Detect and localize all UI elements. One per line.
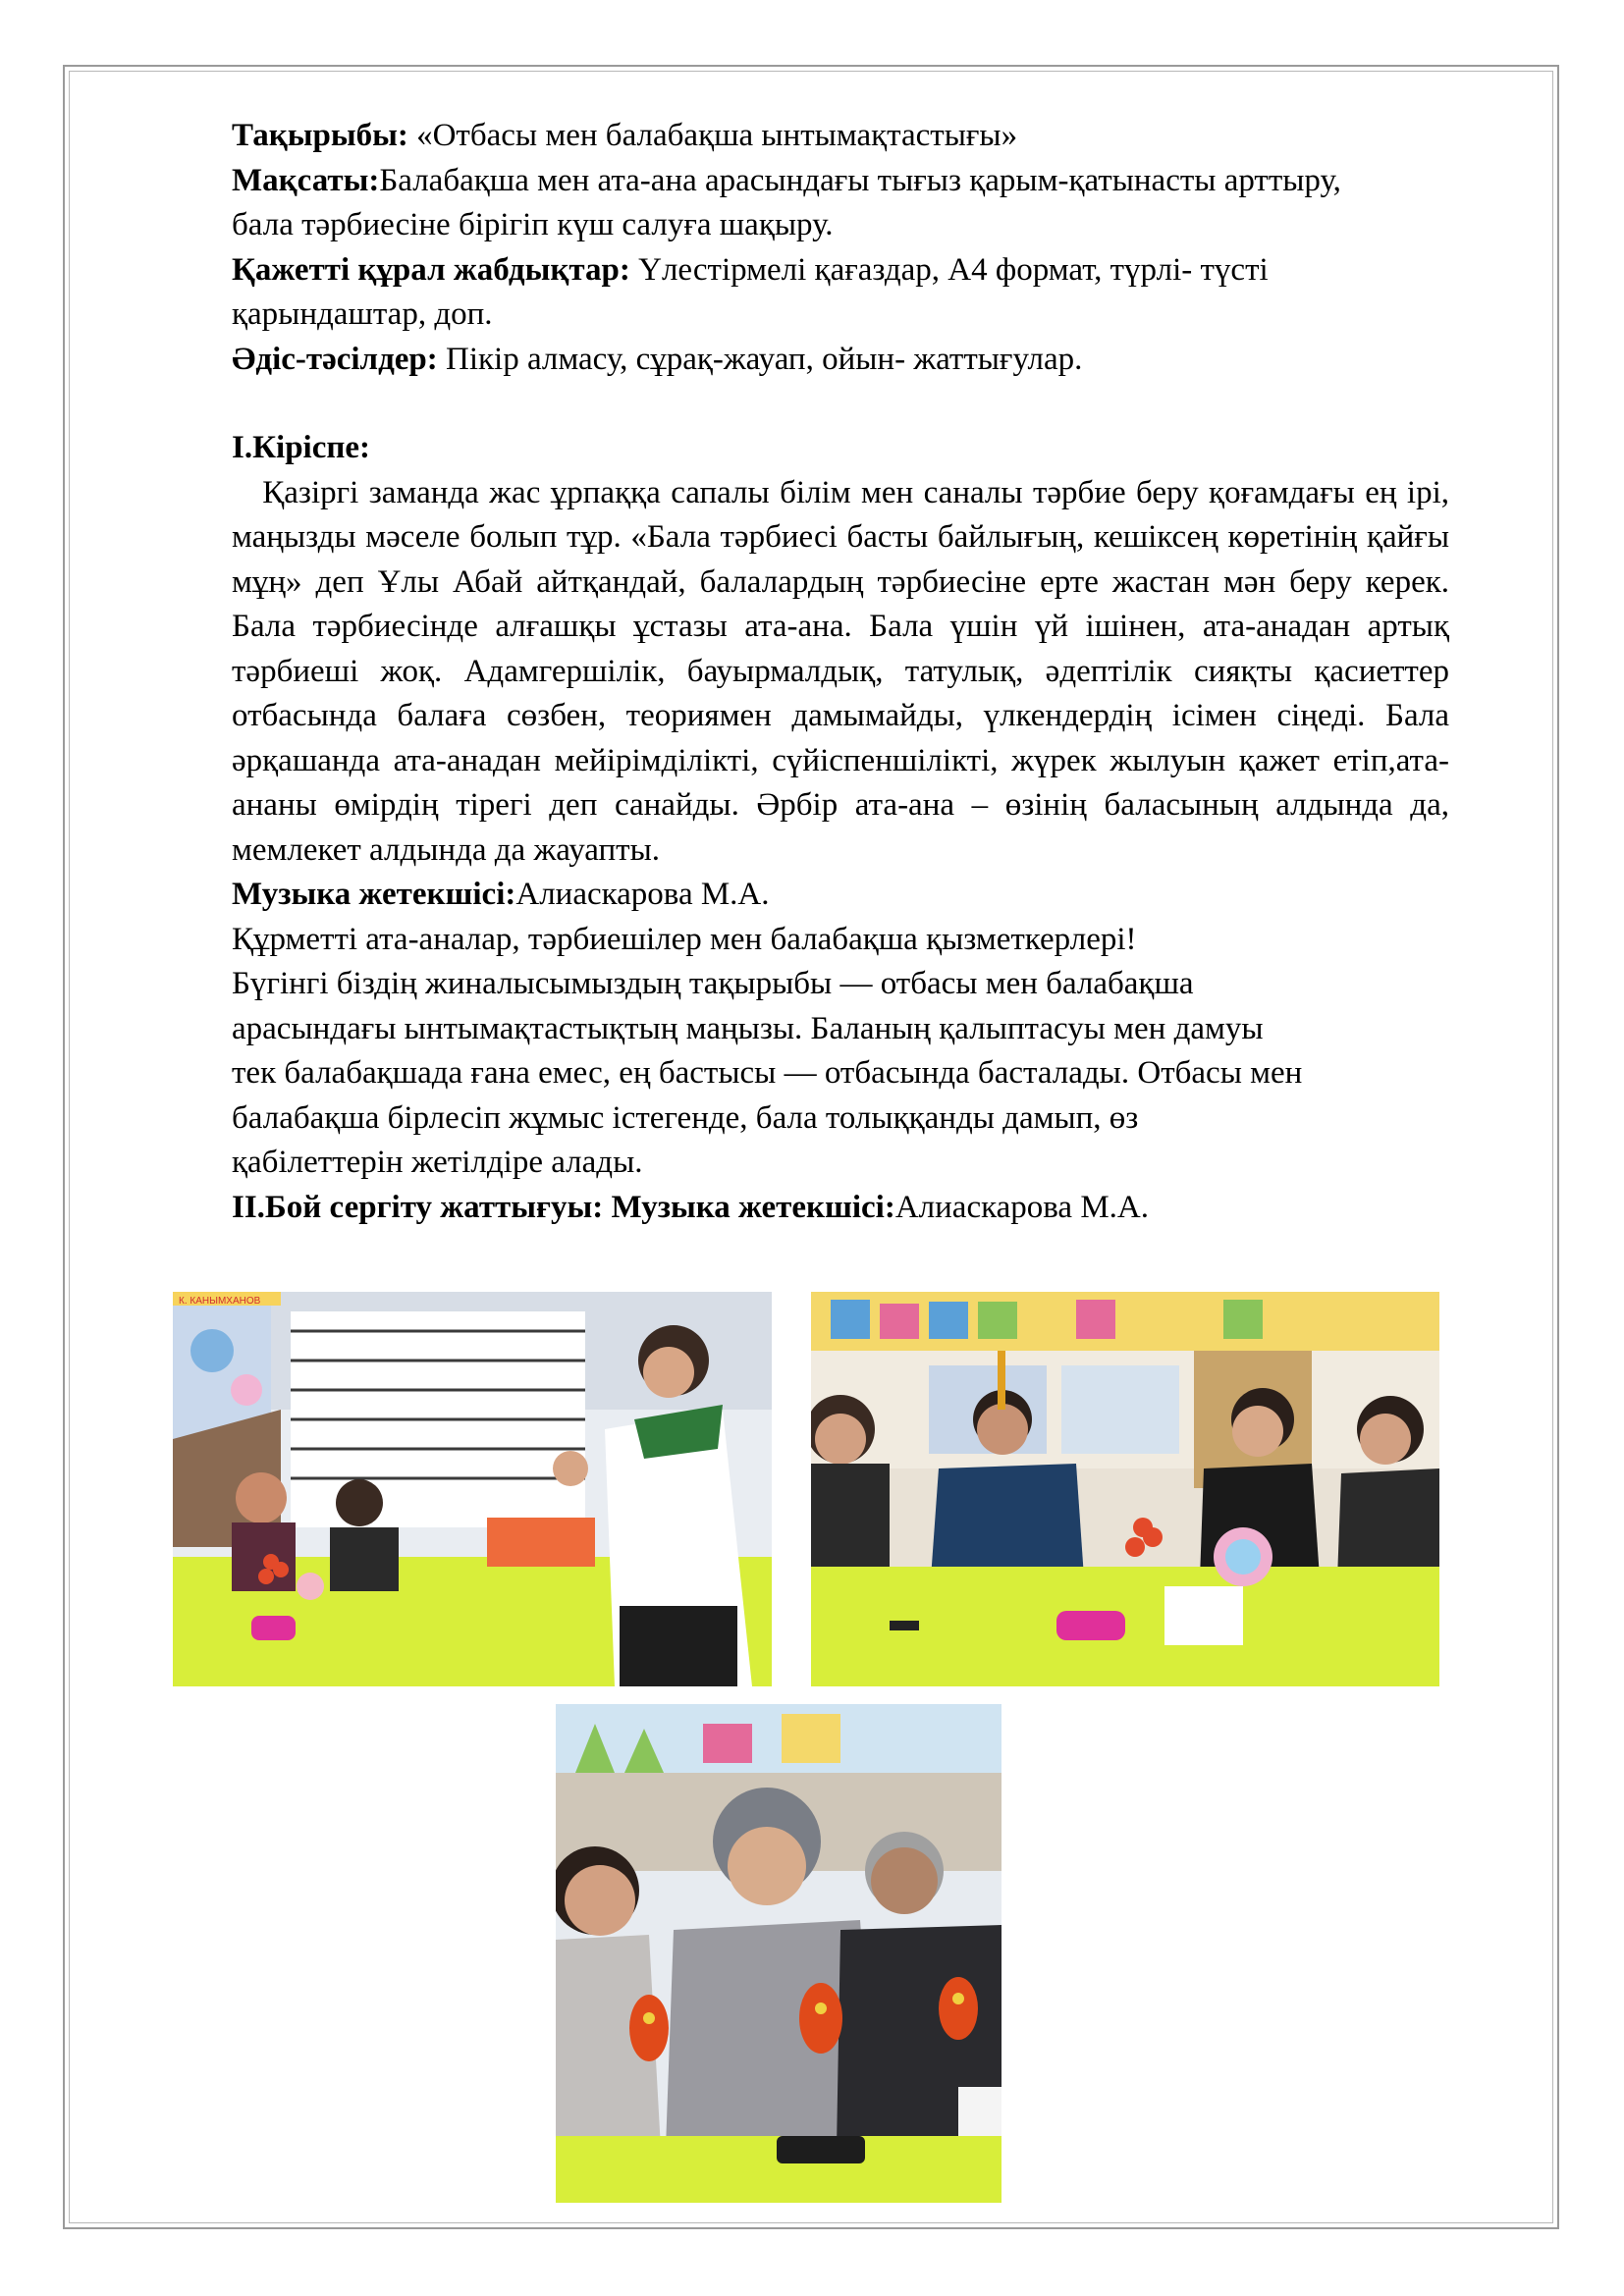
speaker-line [232,873,1449,918]
topic-label: Тақырыбы: [232,118,408,153]
speaker-name: Алиаскарова М.А. [515,877,770,912]
speech-line-3: арасындағы ынтымақтастықтың маңызы. Баланың қалыптасуы мен дамуы [232,1010,1264,1046]
goal-label: Мақсаты: [232,162,380,198]
methods-value: Пікір алмасу, сұрақ-жауап, ойын- жаттығулар. [437,341,1083,377]
methods-line [232,338,1449,383]
speech-line-5: балабақша бірлесіп жұмыс істегенде, бала толыққанды дамып, өз [232,1099,1139,1136]
methods-label: Әдіс-тәсілдер: [232,341,438,377]
speech-line-1: Құрметті ата-аналар, тәрбиешілер мен балабақша қызметкерлері! [232,921,1137,957]
banner-text: К. КАНЫМХАНОВ [179,1296,261,1307]
topic-value: «Отбасы мен балабақша ынтымақтастығы» [407,118,1018,153]
photo-parents-at-table [811,1292,1439,1686]
speech-line-4: тек балабақшада ғана емес, ең бастысы — отбасында басталады. Отбасы мен [232,1055,1303,1091]
section2-name: Алиаскарова М.А. [894,1189,1149,1225]
section2-line [232,1186,1449,1231]
photo-parents-with-spoons [556,1704,1001,2203]
tools-value: Үлестірмелі қағаздар, А4 формат, түрлі- түсті қарындаштар, доп. [232,251,1269,332]
document-text [232,114,1458,1230]
speech-line-6: қабілеттерін жетілдіре алады. [232,1145,643,1180]
intro-heading: I.Кіріспе: [232,430,371,465]
speech-line-2: Бүгінгі біздің жиналысымыздың тақырыбы — отбасы мен балабақша [232,966,1194,1001]
goal-line [232,159,1410,248]
intro-paragraph: Қазіргі заманда жас ұрпаққа сапалы білім мен саналы тәрбие беру қоғамдағы ең ірі, маңызды мәселе болып тұр. «Бала тәрбиесі басты байлығың, кешіксең көретінің қайғы мұң» деп Ұлы Абай айтқандай, балалардың тәрбиесіне ерте жастан мән беру керек. Бала тәрбиесінде алғашқы ұстазы ата-ана. Бала үшін үй ішінен, ата-анадан артық тәрбиеші жоқ. Адамгершілік, бауырмалдық, татулық, әдептілік сияқты қасиеттер отбасында балаға сөзбен, теориямен дамымайды, үлкендердің ісімен сіңеді. Бала әрқашанда ата-анадан мейірімділікті, сүйіспеншілікті, жүрек жылуын қажет етіп,ата-ананы өмірдің тірегі деп санайды. Әрбір ата-ана – өзінің баласының алдында да, мемлекет алдында да жауапты. [232,474,1458,868]
tools-line [232,248,1439,338]
topic-line [232,114,1449,159]
tools-label: Қажетті құрал жабдықтар: [232,251,630,288]
section2-heading: II.Бой сергіту жаттығуы: Музыка жетекшісі: [232,1189,895,1225]
speaker-label: Музыка жетекшісі: [232,877,516,912]
photo-teacher-with-parents [173,1292,772,1686]
goal-value: Балабақша мен ата-ана арасындағы тығыз қарым-қатынасты арттыру, бала тәрбиесіне бірігіп күш салуға шақыру. [232,162,1341,242]
